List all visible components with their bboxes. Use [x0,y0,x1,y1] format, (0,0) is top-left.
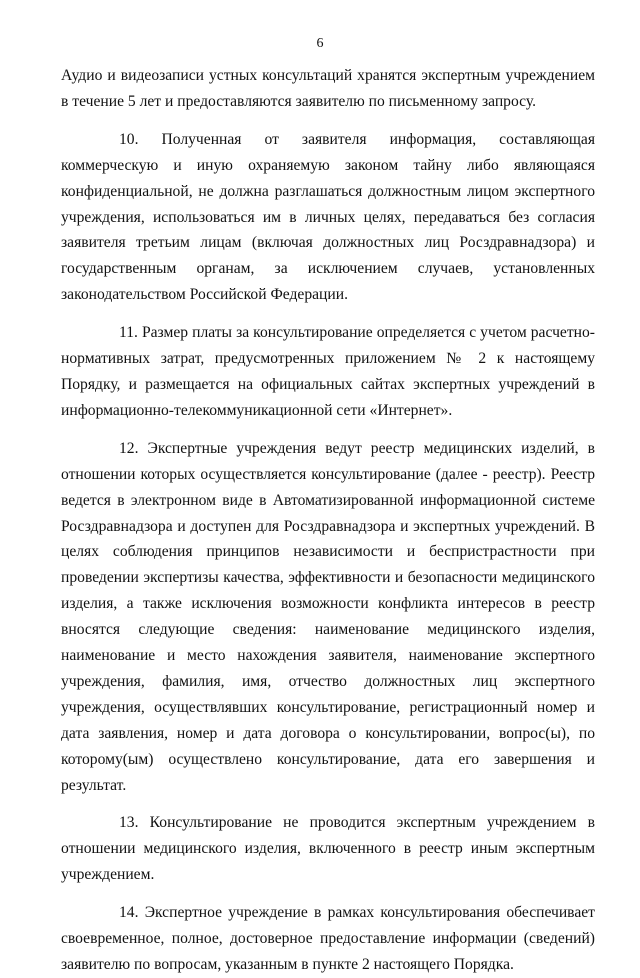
page-number: 6 [316,36,324,51]
paragraph-13: 13. Консультирование не проводится экспертным учреждением в отношении медицинского изделия, включенного в реестр иным экспертным учреждением. [61,814,595,884]
document-body [61,63,595,978]
paragraph-11: 11. Размер платы за консультирование определяется с учетом расчетно-нормативных затрат, предусмотренных приложением № 2 к настоящему Порядку, и размещается на официальных сайтах экспертных учреждений в информационно-телекоммуникационной сети «Интернет». [61,324,595,419]
paragraph-10: 10. Полученная от заявителя информация, составляющая коммерческую и иную охраняемую законом тайну либо являющаяся конфиденциальной, не должна разглашаться должностным лицом экспертного учреждения, использоваться им в личных целях, передаваться без согласия заявителя третьим лицам (включая должностных лиц Росздравнадзора) и государственным органам, за исключением случаев, установленных законодательством Российской Федерации. [61,130,595,304]
paragraph-14: 14. Экспертное учреждение в рамках консультирования обеспечивает своевременное, полное, достоверное предоставление информации (сведений) заявителю по вопросам, указанным в пункте 2 настоящего Порядка. [61,904,595,973]
paragraph-12: 12. Экспертные учреждения ведут реестр медицинских изделий, в отношении которых осуществляется консультирование (далее - реестр). Реестр ведется в электронном виде в Автоматизированной информационной системе Росздравнадзора и доступен для Росздравнадзора и экспертных учреждений. В целях соблюдения принципов независимости и беспристрастности при проведении экспертизы качества, эффективности и безопасности медицинского изделия, а также исключения возможности конфликта интересов в реестр вносятся следующие сведения: наименование медицинского изделия, наименование и место нахождения заявителя, наименование экспертного учреждения, фамилия, имя, отчество должностных лиц экспертного учреждения, осуществлявших консультирование, регистрационный номер и дата заявления, номер и дата договора о консультировании, вопрос(ы), по которому(ым) осуществлено консультирование, дата его завершения и результат. [61,439,595,794]
paragraph-continuation: Аудио и видеозаписи устных консультаций хранятся экспертным учреждением в течение 5 лет и предоставляются заявителю по письменному запросу. [61,67,595,110]
